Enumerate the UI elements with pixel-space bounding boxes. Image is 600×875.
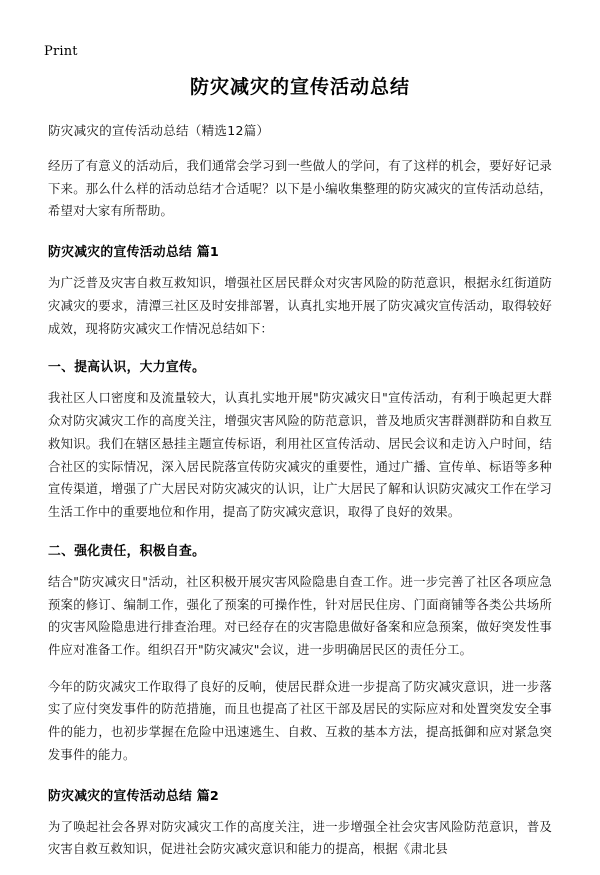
section-heading-1: 防灾减灾的宣传活动总结 篇1 — [48, 245, 220, 261]
section-1-paragraph-1: 为广泛普及灾害自救互救知识，增强社区居民群众对灾害风险的防范意识，根据永红街道防灾减灾的要求，清潭三社区及时安排部署，认真扎实地开展了防灾减灾宣传活动，取得较好成效，现将防灾减灾工作情况总结如下： — [48, 276, 552, 336]
subsection-1-1-paragraph-1: 我社区人口密度和及流量较大，认真扎实地开展"防灾减灾日"宣传活动，有利于唤起更大群众对防灾减灾工作的高度关注，增强灾害风险的防范意识，普及地质灾害群测群防和自救互救知识。我们在辖区悬挂主题宣传标语，利用社区宣传活动、居民会议和走访入户时间，结合社区的实际情况，深入居民院落宣传防灾减灾的重要性，通过广播、宣传单、标语等多种宣传渠道，增强了广大居民对防灾减灾的认识，让广大居民了解和认识防灾减灾工作在学习生活工作中的重要地位和作用，提高了防灾减灾意识，取得了良好的效果。 — [48, 391, 552, 520]
subsection-heading-1-2: 二、强化责任，积极自查。 — [48, 543, 206, 559]
section-heading-2: 防灾减灾的宣传活动总结 篇2 — [48, 788, 220, 804]
document-content — [48, 72, 552, 875]
subsection-1-2-paragraph-2: 今年的防灾减灾工作取得了良好的反响，使居民群众进一步提高了防灾减灾意识，进一步落实了应付突发事件的防范措施，而且也提高了社区干部及居民的实际应对和处置突发安全事件的能力，也初步掌握在危险中迅速逃生、自救、互救的基本方法，提高抵御和应对紧急突发事件的能力。 — [48, 679, 552, 762]
document-intro: 经历了有意义的活动后，我们通常会学习到一些做人的学问，有了这样的机会，要好好记录下来。那么什么样的活动总结才合适呢？以下是小编收集整理的防灾减灾的宣传活动总结，希望对大家有所帮助。 — [48, 159, 552, 219]
section-2-paragraph-1: 为了唤起社会各界对防灾减灾工作的高度关注，进一步增强全社会灾害风险防范意识，普及灾害自救互救知识，促进社会防灾减灾意识和能力的提高，根据《肃北县 — [48, 819, 552, 857]
print-button[interactable]: Print — [44, 44, 78, 59]
subsection-heading-1-1: 一、提高认识，大力宣传。 — [48, 360, 206, 376]
document-subtitle: 防灾减灾的宣传活动总结（精选12篇） — [48, 123, 270, 138]
subsection-1-2-paragraph-1: 结合"防灾减灾日"活动，社区积极开展灾害风险隐患自查工作。进一步完善了社区各项应急预案的修订、编制工作，强化了预案的可操作性，针对居民住房、门面商铺等各类公共场所的灾害风险隐患进行排查治理。对已经存在的灾害隐患做好备案和应急预案，做好突发性事件应对准备工作。组织召开"防灾减灾"会议，进一步明确居民区的责任分工。 — [48, 574, 552, 658]
page-title: 防灾减灾的宣传活动总结 — [189, 76, 410, 98]
